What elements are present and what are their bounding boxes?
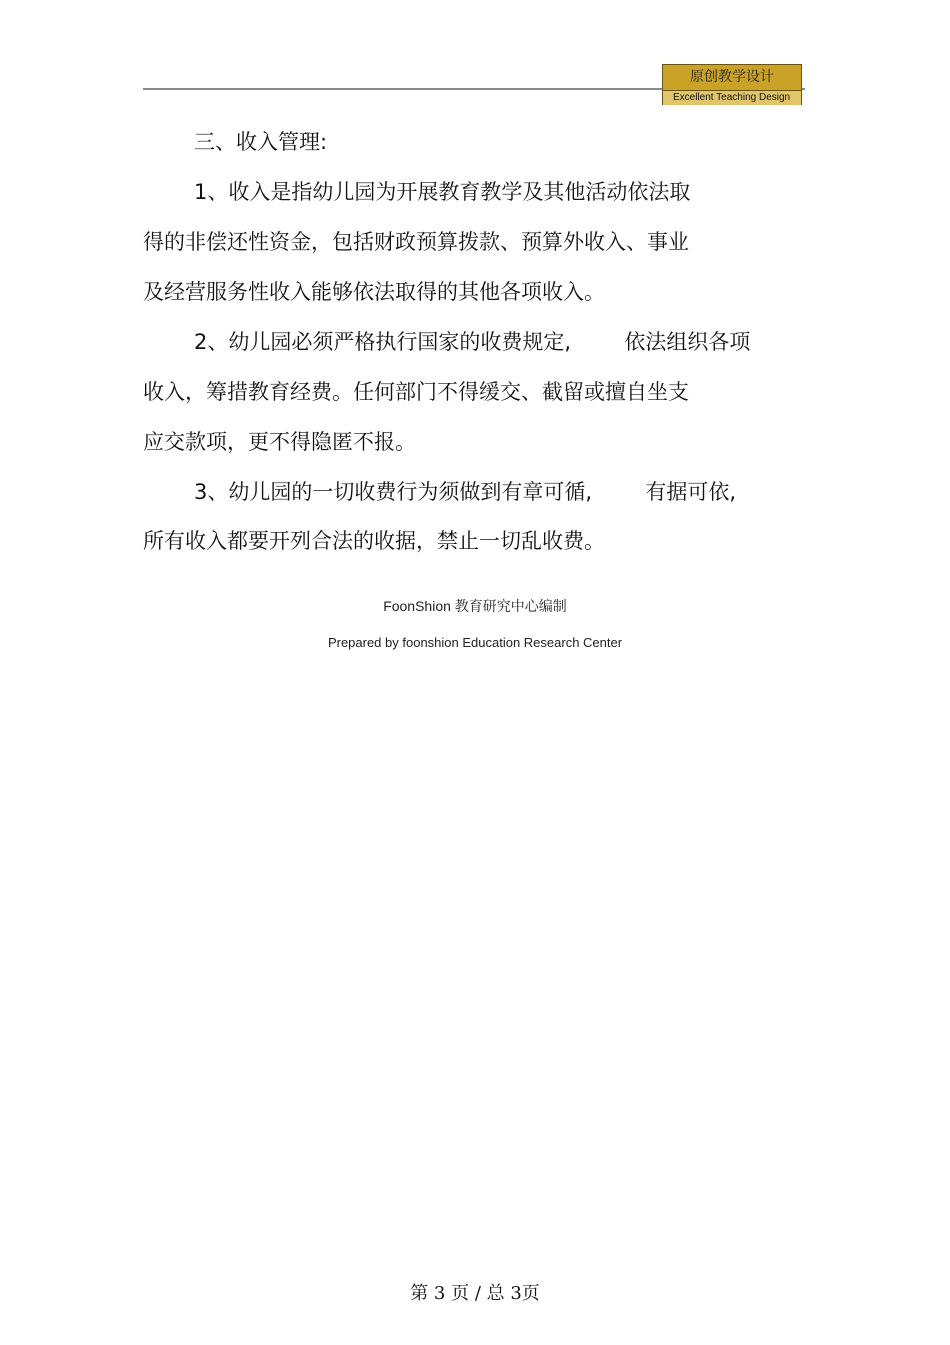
footer-org-cn: FoonShion 教育研究中心编制: [383, 598, 567, 614]
paragraph-3-line-1: 3、幼儿园的一切收费行为须做到有章可循, 有据可依,: [194, 480, 737, 504]
paragraph-2-line-3: 应交款项，更不得隐匿不报。: [143, 430, 416, 454]
paragraph-2-line-1: 2、幼儿园必须严格执行国家的收费规定, 依法组织各项: [194, 330, 751, 354]
badge-title-cn: 原创教学设计: [663, 65, 801, 90]
badge-title-en: Excellent Teaching Design: [663, 90, 801, 105]
footer-org-en: Prepared by foonshion Education Research Center: [327, 635, 623, 650]
header-badge: [662, 64, 802, 105]
paragraph-1-line-3: 及经营服务性收入能够依法取得的其他各项收入。: [143, 280, 605, 304]
page-number: 第 3 页 / 总 3页: [410, 1283, 540, 1304]
paragraph-1-line-2: 得的非偿还性资金，包括财政预算拨款、预算外收入、事业: [143, 230, 689, 254]
paragraph-1-line-1: 1、收入是指幼儿园为开展教育教学及其他活动依法取: [194, 180, 691, 204]
paragraph-2-line-2: 收入，筹措教育经费。任何部门不得缓交、截留或擅自坐支: [143, 380, 689, 404]
paragraph-3-line-2: 所有收入都要开列合法的收据，禁止一切乱收费。: [143, 529, 605, 553]
section-title: 三、收入管理:: [194, 130, 328, 154]
